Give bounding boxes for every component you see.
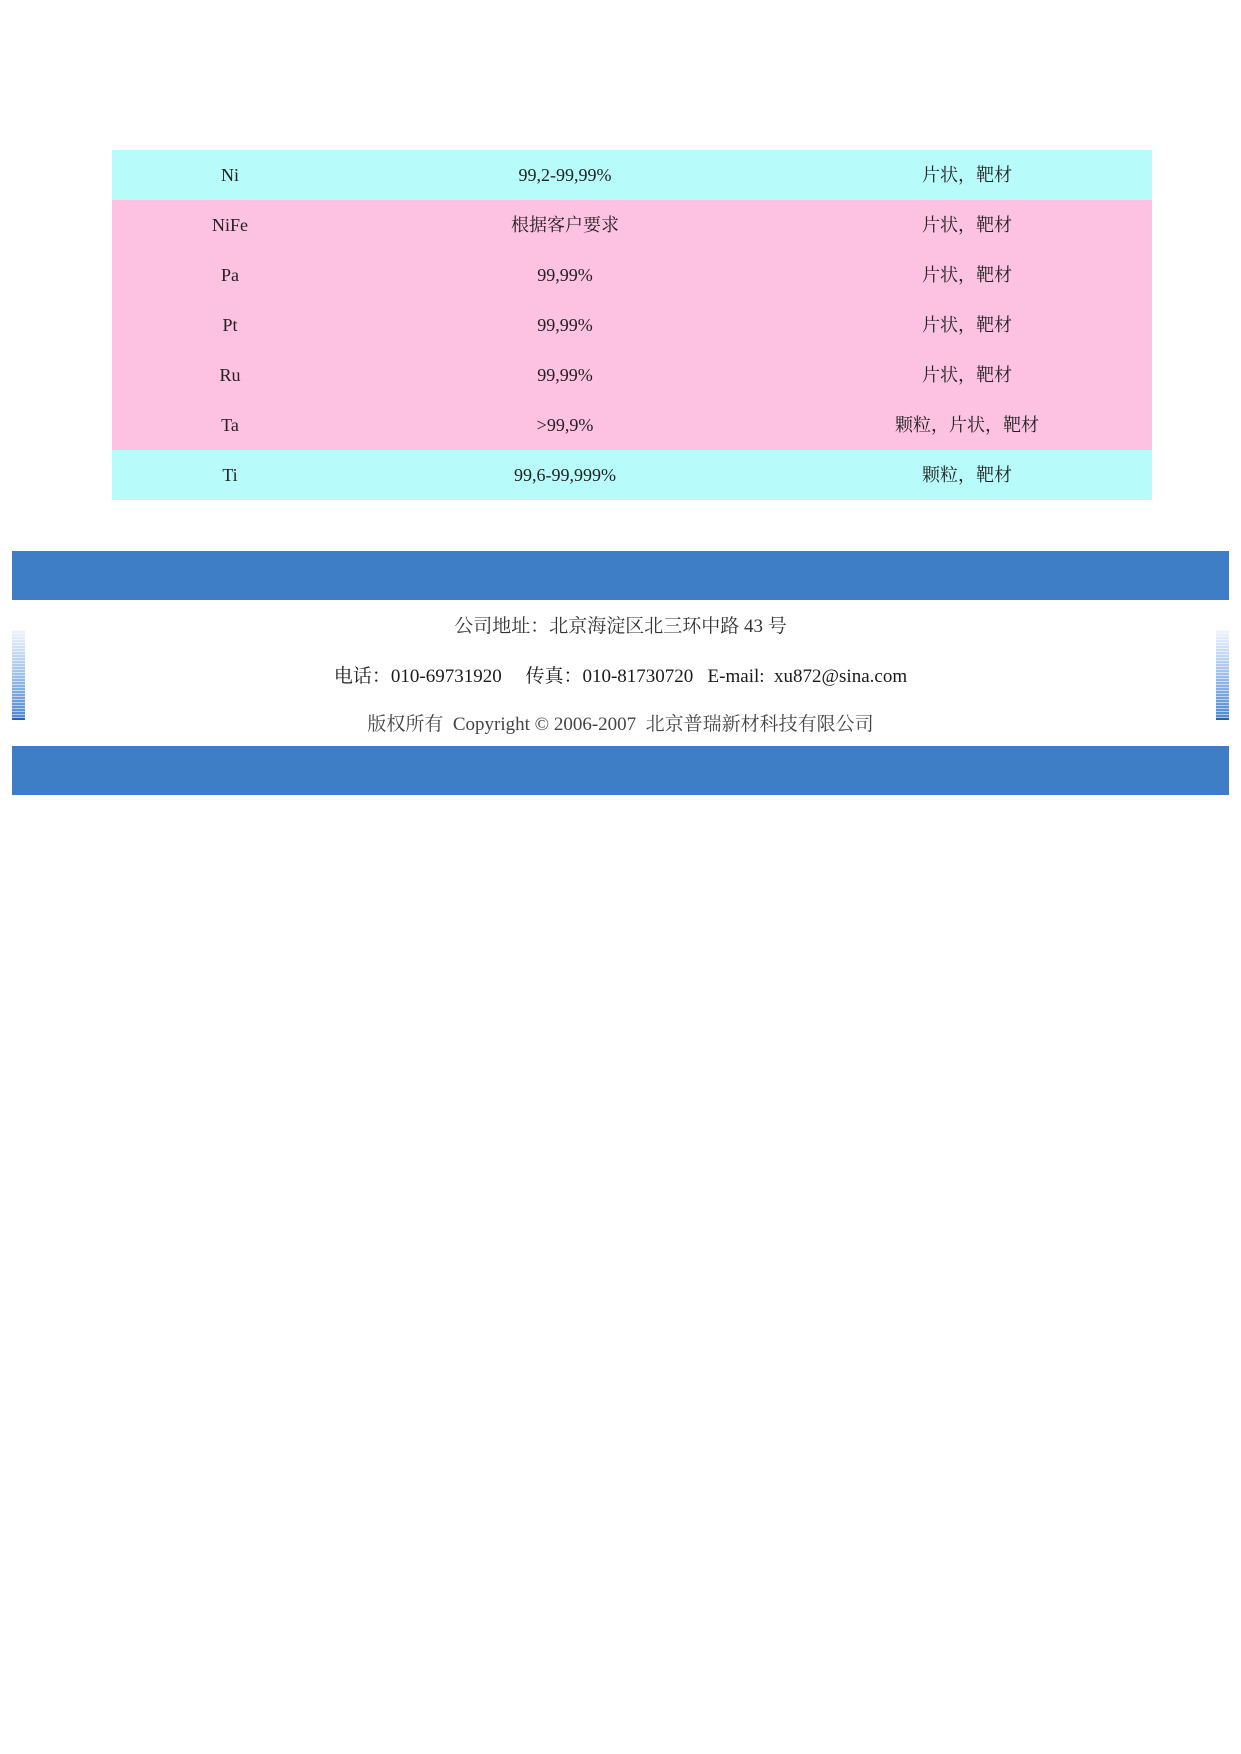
element-cell: Ru <box>219 365 241 385</box>
purity-cell: 99,6-99,999% <box>514 465 616 485</box>
form-cell: 颗粒，靶材 <box>922 465 1012 485</box>
purity-cell: 99,2-99,99% <box>518 165 612 185</box>
table-row <box>112 200 1152 250</box>
element-cell: Ni <box>221 165 239 185</box>
form-cell: 颗粒，片状，靶材 <box>895 415 1039 435</box>
contact-info: 电话：010-69731920 传真：010-81730720 E-mail: xu872@sina.com <box>333 666 908 687</box>
footer-bottom-band <box>12 746 1229 795</box>
form-cell: 片状，靶材 <box>922 365 1012 385</box>
table-row <box>112 300 1152 350</box>
form-cell: 片状，靶材 <box>922 315 1012 335</box>
purity-cell: 根据客户要求 <box>511 215 619 235</box>
element-cell: NiFe <box>212 215 248 235</box>
form-cell: 片状，靶材 <box>922 265 1012 285</box>
form-cell: 片状，靶材 <box>922 215 1012 235</box>
company-address: 公司地址：北京海淀区北三环中路 43 号 <box>454 616 787 637</box>
purity-cell: 99,99% <box>537 315 593 335</box>
purity-cell: >99,9% <box>536 415 594 435</box>
purity-cell: 99,99% <box>537 265 593 285</box>
table-row <box>112 400 1152 450</box>
table-row <box>112 450 1152 500</box>
element-cell: Pt <box>222 315 238 335</box>
form-cell: 片状，靶材 <box>922 165 1012 185</box>
materials-table-body <box>112 150 1152 500</box>
materials-table <box>112 150 1152 500</box>
element-cell: Pa <box>221 265 239 285</box>
table-row <box>112 350 1152 400</box>
element-cell: Ti <box>222 465 238 485</box>
table-row <box>112 250 1152 300</box>
footer-top-band <box>12 551 1229 600</box>
table-row <box>112 150 1152 200</box>
copyright-notice: 版权所有 Copyright © 2006-2007 北京普瑞新材科技有限公司 <box>367 714 874 735</box>
element-cell: Ta <box>221 415 239 435</box>
purity-cell: 99,99% <box>537 365 593 385</box>
